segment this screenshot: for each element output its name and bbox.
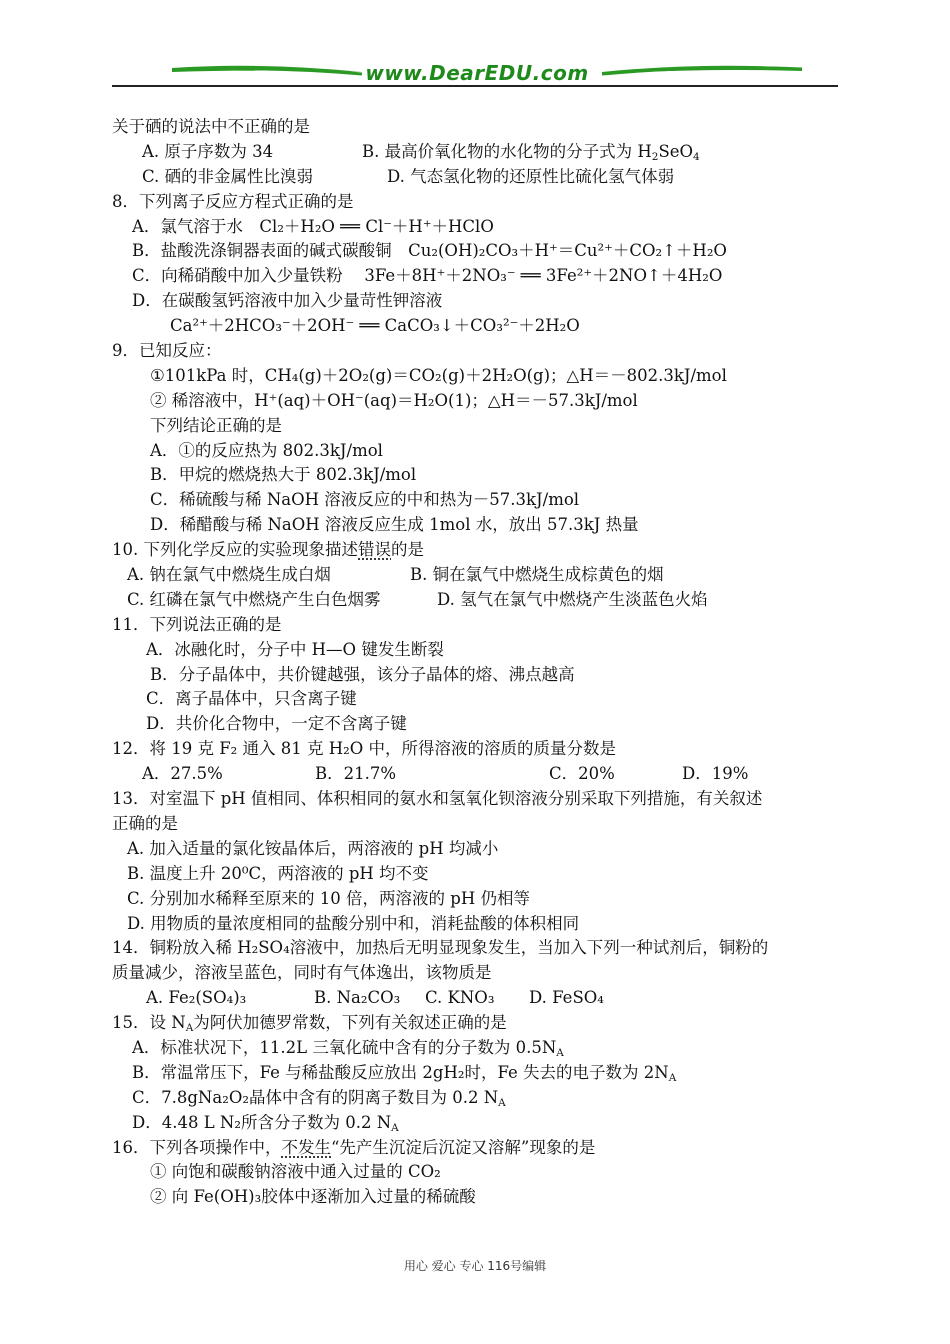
q7-stem: 关于硒的说法中不正确的是 xyxy=(112,117,310,136)
q13-option-d: D. 用物质的量浓度相同的盐酸分别中和，消耗盐酸的体积相同 xyxy=(127,913,580,933)
q15-option-d: D．4.48 L N₂所含分子数为 0.2 $N_A$ xyxy=(132,1112,399,1134)
q9-reaction-2: ② 稀溶液中，H⁺(aq)＋OH⁻(aq)＝H₂O(1)；△H＝－57.3kJ/mol xyxy=(150,390,638,410)
q10-option-d: D. 氢气在氯气中燃烧产生淡蓝色火焰 xyxy=(437,589,708,609)
q11-option-a: A．冰融化时，分子中 H—O 键发生断裂 xyxy=(146,639,444,659)
q14-stem-line1: 14．铜粉放入稀 H₂SO₄溶液中，加热后无明显现象发生，当加入下列一种试剂后，铜粉的 xyxy=(112,938,769,958)
q8-option-d-equation: Ca²⁺＋2HCO₃⁻＋2OH⁻ ══ CaCO₃↓＋CO₃²⁻＋2H₂O xyxy=(170,316,580,336)
q9-reaction-1: ①101kPa 时，CH₄(g)＋2O₂(g)＝CO₂(g)＋2H₂O(g)；△H＝－802.3kJ/mol xyxy=(150,365,727,385)
q13-option-b: B. 温度上升 20⁰C，两溶液的 pH 均不变 xyxy=(127,863,429,883)
q8-option-c: C．向稀硝酸中加入少量铁粉 3Fe＋8H⁺＋2NO₃⁻ ══ 3Fe²⁺＋2NO↑＋4H₂O xyxy=(132,266,723,286)
q13-option-c: C. 分别加水稀释至原来的 10 倍，两溶液的 pH 仍相等 xyxy=(127,888,530,908)
q8-option-d: D．在碳酸氢钙溶液中加入少量苛性钾溶液 xyxy=(132,291,443,311)
q14-option-c: C. KNO₃ xyxy=(425,988,495,1008)
q9-option-c: C．稀硫酸与稀 NaOH 溶液反应的中和热为－57.3kJ/mol xyxy=(150,490,580,510)
q14-option-d: D. FeSO₄ xyxy=(529,988,604,1008)
q10-option-b: B. 铜在氯气中燃烧生成棕黄色的烟 xyxy=(410,565,664,585)
page-footer: 用心 爱心 专心 116号编辑 xyxy=(403,1259,547,1273)
q12-stem: 12．将 19 克 F₂ 通入 81 克 H₂O 中，所得溶液的溶质的质量分数是 xyxy=(112,739,617,759)
q7-option-b: B. 最高价氧化物的水化物的分子式为 $H_2SeO_4$ xyxy=(362,141,700,163)
q9-stem: 9．已知反应： xyxy=(112,341,222,361)
q14-option-b: B. Na₂CO₃ xyxy=(314,988,401,1008)
q8-option-a: A．氯气溶于水 Cl₂＋H₂O ══ Cl⁻＋H⁺＋HClO xyxy=(132,216,494,236)
q9-option-d: D．稀醋酸与稀 NaOH 溶液反应生成 1mol 水，放出 57.3kJ 热量 xyxy=(150,515,639,535)
q16-item-2: ② 向 Fe(OH)₃胶体中逐渐加入过量的稀硫酸 xyxy=(150,1187,476,1207)
q12-option-b: B．21.7% xyxy=(315,764,397,784)
q9-option-a: A．①的反应热为 802.3kJ/mol xyxy=(150,440,383,460)
q7-option-c: C. 硒的非金属性比溴弱 xyxy=(142,166,314,186)
q12-option-c: C．20% xyxy=(549,764,615,784)
site-logo[interactable]: www.DearEDU.com xyxy=(365,61,589,85)
q16-emphasis: 不发生 xyxy=(281,1137,331,1157)
q15-stem: 15．设 $N_A$为阿伏加德罗常数，下列有关叙述正确的是 xyxy=(112,1013,507,1035)
q7-option-a: A. 原子序数为 34 xyxy=(142,141,274,161)
header-rule xyxy=(112,85,838,87)
q13-stem-line1: 13．对室温下 pH 值相同、体积相同的氨水和氢氧化钡溶液分别采取下列措施，有关叙述 xyxy=(112,789,763,809)
q7-option-d: D. 气态氢化物的还原性比硫化氢气体弱 xyxy=(387,166,675,186)
q16-item-1: ① 向饱和碳酸钠溶液中通入过量的 CO₂ xyxy=(150,1162,441,1182)
q9-ask: 下列结论正确的是 xyxy=(150,415,282,435)
q15-option-b: B．常温常压下，Fe 与稀盐酸反应放出 2gH₂时，Fe 失去的电子数为 $2N_A$ xyxy=(132,1062,677,1084)
q10-stem: 10. 下列化学反应的实验现象描述错误的是 xyxy=(112,540,424,560)
q13-stem-line2: 正确的是 xyxy=(112,813,178,833)
q14-stem-line2: 质量减少，溶液呈蓝色，同时有气体逸出，该物质是 xyxy=(112,963,492,983)
page-header xyxy=(112,60,838,90)
q12-option-d: D．19% xyxy=(682,764,749,784)
q15-option-a: A．标准状况下，11.2L 三氧化硫中含有的分子数为 $0.5N_A$ xyxy=(132,1037,564,1059)
q13-option-a: A. 加入适量的氯化铵晶体后，两溶液的 pH 均减小 xyxy=(127,838,499,858)
q11-stem: 11．下列说法正确的是 xyxy=(112,614,282,634)
q12-option-a: A．27.5% xyxy=(142,764,223,784)
q11-option-d: D．共价化合物中，一定不含离子键 xyxy=(146,714,407,734)
q8-option-b: B．盐酸洗涤铜器表面的碱式碳酸铜 Cu₂(OH)₂CO₃＋H⁺＝Cu²⁺＋CO₂↑＋H₂O xyxy=(132,241,727,261)
q10-option-a: A. 钠在氯气中燃烧生成白烟 xyxy=(127,565,331,585)
q11-option-b: B．分子晶体中，共价键越强，该分子晶体的熔、沸点越高 xyxy=(150,664,575,684)
q15-option-c: C．7.8gNa₂O₂晶体中含有的阴离子数目为 0.2 $N_A$ xyxy=(132,1087,506,1109)
q9-option-b: B．甲烷的燃烧热大于 802.3kJ/mol xyxy=(150,465,417,485)
q8-stem: 8．下列离子反应方程式正确的是 xyxy=(112,191,354,211)
q11-option-c: C．离子晶体中，只含离子键 xyxy=(146,689,357,709)
q16-stem: 16．下列各项操作中，不发生“先产生沉淀后沉淀又溶解”现象的是 xyxy=(112,1137,596,1157)
q14-option-a: A. Fe₂(SO₄)₃ xyxy=(146,988,247,1008)
exam-content xyxy=(112,115,842,1210)
q10-option-c: C. 红磷在氯气中燃烧产生白色烟雾 xyxy=(127,589,381,609)
q10-emphasis: 错误 xyxy=(358,540,391,560)
